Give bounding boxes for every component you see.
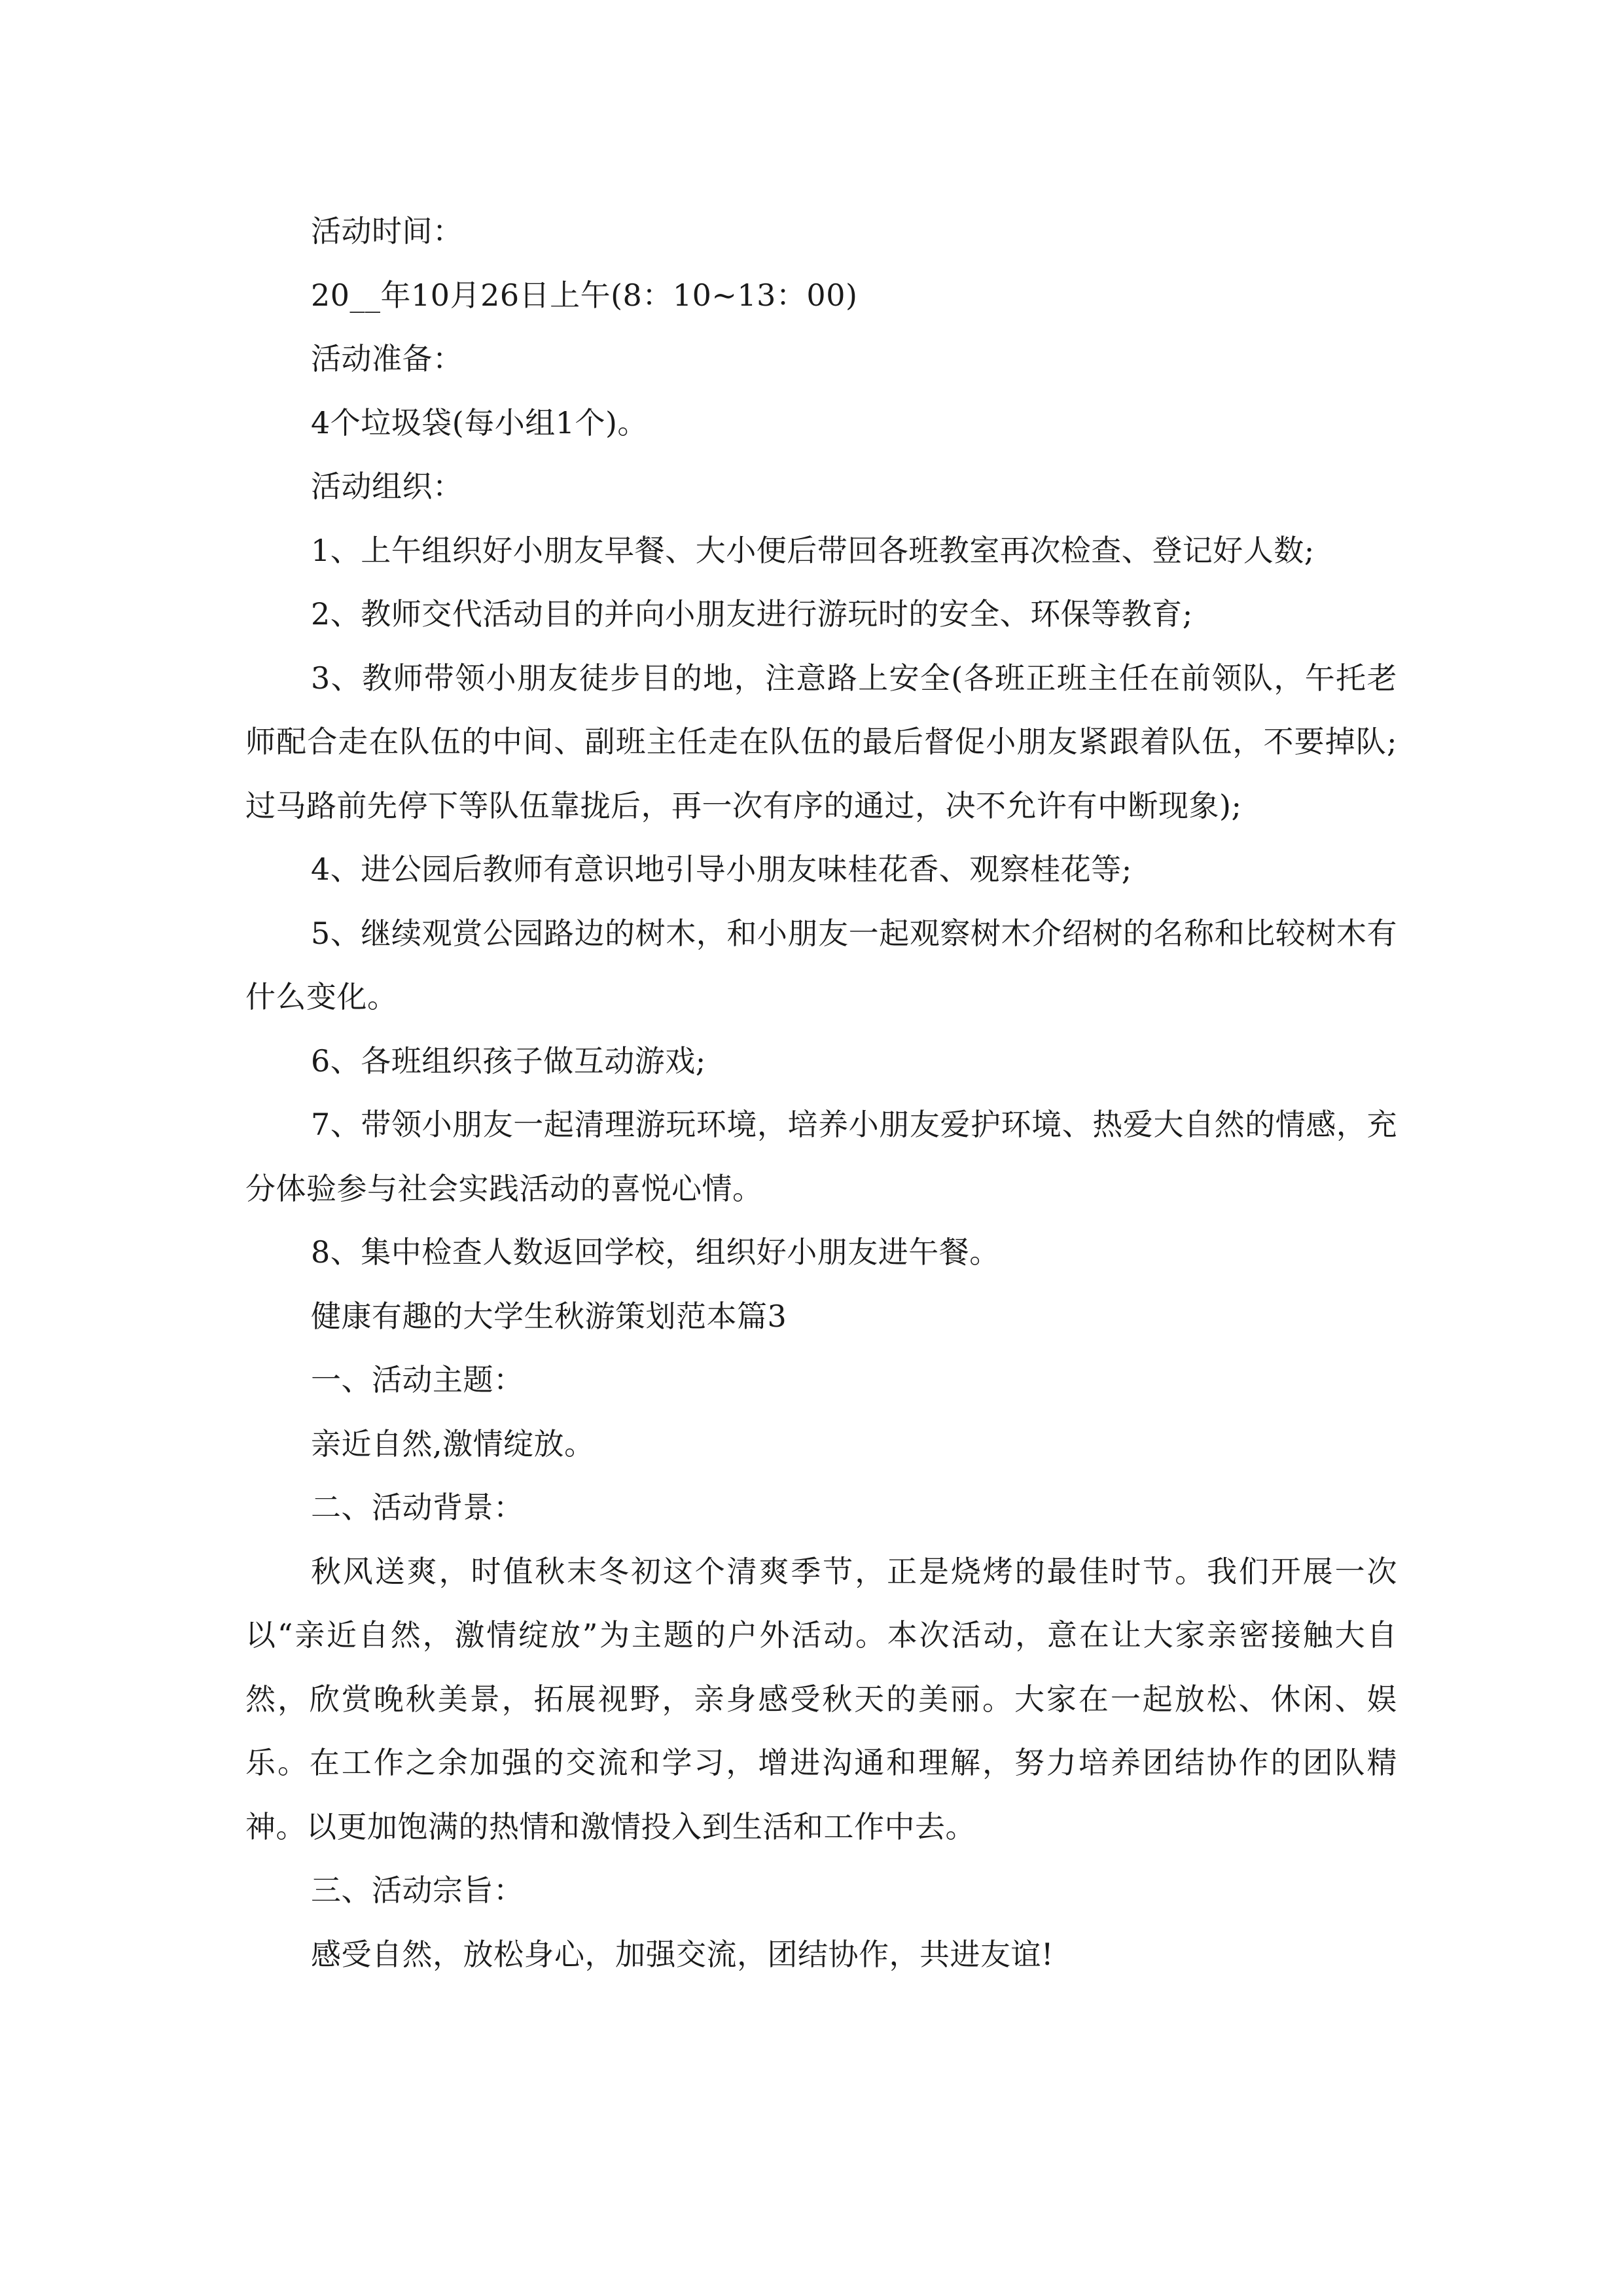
paragraph-step-7: 7、带领小朋友一起清理游玩环境，培养小朋友爱护环境、热爱大自然的情感，充分体验参与社会实践活动的喜悦心情。 bbox=[245, 1107, 1397, 1206]
paragraph-activity-org-heading: 活动组织： bbox=[311, 469, 463, 504]
section-title: 健康有趣的大学生秋游策划范本篇3 bbox=[311, 1298, 787, 1334]
paragraph-background: 秋风送爽，时值秋末冬初这个清爽季节，正是烧烤的最佳时节。我们开展一次以“亲近自然，激情绽放”为主题的户外活动。本次活动，意在让大家亲密接触大自然，欣赏晚秋美景，拓展视野，亲身感受秋天的美丽。大家在一起放松、休闲、娱乐。在工作之余加强的交流和学习，增进沟通和理解，努力培养团结协作的团队精神。以更加饱满的热情和激情投入到生活和工作中去。 bbox=[245, 1553, 1397, 1844]
paragraph-step-8: 8、集中检查人数返回学校，组织好小朋友进午餐。 bbox=[311, 1234, 1000, 1270]
paragraph-activity-prep-heading: 活动准备： bbox=[311, 341, 463, 376]
paragraph-activity-time-heading: 活动时间： bbox=[311, 213, 463, 249]
heading-background: 二、活动背景： bbox=[311, 1490, 524, 1525]
paragraph-step-5: 5、继续观赏公园路边的树木，和小朋友一起观察树木介绍树的名称和比较树木有什么变化。 bbox=[245, 915, 1397, 1014]
paragraph-step-2: 2、教师交代活动目的并向小朋友进行游玩时的安全、环保等教育; bbox=[311, 596, 1193, 632]
paragraph-step-6: 6、各班组织孩子做互动游戏; bbox=[311, 1043, 706, 1079]
paragraph-activity-prep-value: 4个垃圾袋(每小组1个)。 bbox=[311, 404, 648, 440]
document-body bbox=[245, 200, 1397, 1986]
paragraph-activity-time-value: 20__年10月26日上午(8：10~13：00) bbox=[311, 277, 858, 313]
paragraph-step-3: 3、教师带领小朋友徒步目的地，注意路上安全(各班正班主任在前领队，午托老师配合走在队伍的中间、副班主任走在队伍的最后督促小朋友紧跟着队伍，不要掉队;过马路前先停下等队伍靠拢后，再一次有序的通过，决不允许有中断现象); bbox=[245, 660, 1397, 823]
heading-purpose: 三、活动宗旨： bbox=[311, 1873, 524, 1908]
paragraph-theme: 亲近自然,激情绽放。 bbox=[311, 1426, 595, 1462]
paragraph-step-4: 4、进公园后教师有意识地引导小朋友味桂花香、观察桂花等; bbox=[311, 852, 1132, 887]
paragraph-step-1: 1、上午组织好小朋友早餐、大小便后带回各班教室再次检查、登记好人数; bbox=[311, 532, 1315, 568]
paragraph-purpose: 感受自然，放松身心，加强交流，团结协作，共进友谊! bbox=[311, 1936, 1054, 1972]
heading-theme: 一、活动主题： bbox=[311, 1362, 524, 1397]
